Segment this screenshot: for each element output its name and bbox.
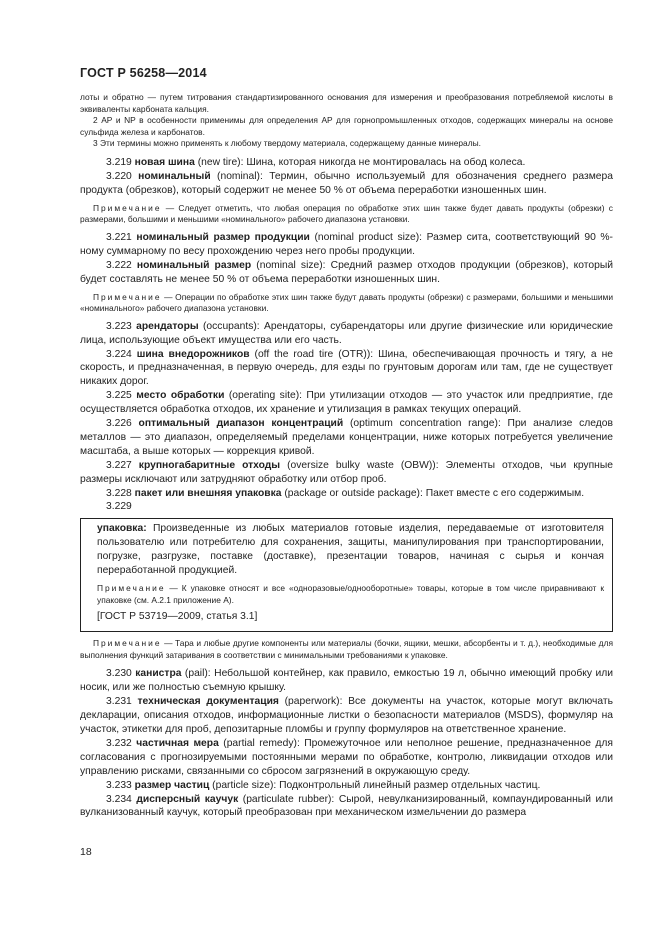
term-definition: (occupants): Арендаторы, субарендаторы или другие физические или юридические лица, использующие объект имущества или его часть. bbox=[80, 320, 613, 346]
term-3-220 bbox=[80, 170, 613, 198]
term-definition: (paperwork): Все документы на участок, которые могут включать декларации, описания отходов, информационные листки о безопасности материалов (MSDS), формуляр на участок, этикетки для проб, депозитарные пломбы и группу формуляров на ответственное хранение. bbox=[80, 696, 613, 735]
term-3-234 bbox=[80, 793, 613, 821]
term-3-225 bbox=[80, 389, 613, 417]
note-label: Примечание bbox=[97, 583, 166, 593]
term-number: 3.219 bbox=[106, 156, 132, 168]
term-3-222 bbox=[80, 259, 613, 287]
term-3-230 bbox=[80, 667, 613, 695]
source-reference: [ГОСТ Р 53719—2009, статья 3.1] bbox=[97, 611, 258, 623]
note-3-222 bbox=[80, 292, 613, 315]
term-number: 3.224 bbox=[106, 348, 132, 360]
note-text: — Следует отметить, что любая операция по обработке этих шин также будет давать продукты (обрезки) с размерами, большими и меньшими «номинального» рабочего диапазона установки. bbox=[80, 202, 613, 225]
note-3-220 bbox=[80, 203, 613, 226]
note-text: — К упаковке относят и все «одноразовые/однооборотные» товары, которые в том числе приравнивают к упаковке (см. А.2.1 приложение А). bbox=[97, 583, 604, 605]
term-number: 3.231 bbox=[106, 696, 132, 708]
term-name: техническая документация bbox=[137, 696, 279, 708]
term-definition: (particulate rubber): Сырой, невулканизированный, компаундированный или вулканизованный каучук, который преобразован при механическом измельчении до размера bbox=[80, 793, 613, 819]
note-text: — Тара и любые другие компоненты или материалы (бочки, ящики, мешки, абсорбенты и т. д.), необходимые для выполнения функций затаривания в соответствии с минимальными требованиями к упаковке. bbox=[80, 638, 613, 660]
term-number: 3.225 bbox=[106, 390, 132, 402]
term-name: частичная мера bbox=[136, 737, 219, 749]
term-3-232 bbox=[80, 737, 613, 779]
boxed-term bbox=[97, 522, 604, 578]
note-3: 3 Эти термины можно применять к любому твердому материала, содержащему данные минералы. bbox=[93, 138, 481, 149]
note-label: Примечание bbox=[93, 291, 162, 302]
document-header: ГОСТ Р 56258—2014 bbox=[80, 66, 207, 80]
term-3-227 bbox=[80, 459, 613, 487]
term-definition: (nominal): Термин, обычно используемый для обозначения среднего размера продукта (обрезков), который содержит не менее 50 % от объема переработки изношенных шин. bbox=[80, 170, 613, 196]
intro-continuation: лоты и обратно — путем титрования стандартизированного основания для измерения и преобразования потребляемой кислоты в эквиваленты карбоната кальция. bbox=[80, 92, 613, 114]
term-3-233 bbox=[80, 779, 613, 793]
term-number: 3.226 bbox=[106, 418, 132, 430]
term-number: 3.234 bbox=[106, 793, 132, 805]
note-text: — Операции по обработке этих шин также будут давать продукты (обрезки) с размерами, большими и меньшими «номинального» рабочего диапазона установки. bbox=[80, 291, 613, 314]
term-3-229 bbox=[80, 500, 613, 514]
term-definition: (off the road tire (OTR)): Шина, обеспечивающая прочность и тягу, а не скорость, и предназначенная, в первую очередь, для езды по грунтовым дорогам или там, где не существует никаких дорог. bbox=[80, 348, 613, 388]
term-name: дисперсный каучук bbox=[136, 793, 239, 805]
term-number: 3.221 bbox=[106, 231, 132, 243]
term-3-228 bbox=[80, 487, 613, 501]
term-name: размер частиц bbox=[134, 779, 210, 791]
term-name: крупногабаритные отходы bbox=[138, 459, 281, 471]
term-3-221 bbox=[80, 231, 613, 259]
term-3-224 bbox=[80, 348, 613, 390]
document-body bbox=[80, 92, 613, 820]
term-name: номинальный bbox=[138, 170, 211, 182]
term-definition: (partial remedy): Промежуточное или неполное решение, предназначенное для согласования с прогнозируемыми постоянными мерами по обработке, контролю, ликвидации отходов или управлению рисками, связанными со сбросом загрязнений в окружающую среду. bbox=[80, 737, 613, 777]
term-number: 3.220 bbox=[106, 170, 132, 182]
term-3-223 bbox=[80, 320, 613, 348]
term-name: номинальный размер продукции bbox=[136, 231, 310, 243]
term-number: 3.232 bbox=[106, 737, 132, 749]
quoted-definition-box bbox=[80, 518, 613, 632]
term-name: оптимальный диапазон концентраций bbox=[138, 418, 344, 430]
term-definition: (optimum concentration range): При анализе следов металлов — это диапазон, определяемый пределами концентрации, ниже которых потребуется увеличение масштаба, а выше которых — коррекция кривой. bbox=[80, 418, 613, 457]
term-definition: (package or outside package): Пакет вместе с его содержимым. bbox=[281, 487, 585, 499]
term-definition: (new tire): Шина, которая никогда не монтировалась на обод колеса. bbox=[194, 156, 526, 168]
term-name: пакет или внешняя упаковка bbox=[134, 487, 282, 499]
term-number: 3.229 bbox=[106, 501, 132, 513]
boxed-note bbox=[97, 583, 604, 606]
term-definition: (nominal size): Средний размер отходов продукции (обрезков), который будет составлять не менее 50 % от объема переработки изношенных шин. bbox=[80, 259, 613, 285]
term-3-226 bbox=[80, 417, 613, 459]
term-number: 3.228 bbox=[106, 487, 132, 499]
term-definition: (operating site): При утилизации отходов — это участок или предприятие, где осуществляется обработка отходов, их хранение и утилизация в рамках текущих операций. bbox=[80, 390, 613, 416]
term-number: 3.223 bbox=[106, 320, 132, 332]
term-number: 3.230 bbox=[106, 668, 132, 680]
term-name: канистра bbox=[135, 668, 182, 680]
note-label: Примечание bbox=[93, 202, 162, 213]
term-definition: (oversize bulky waste (OBW)): Элементы отходов, чьи крупные размеры исключают или затрудняют обработку или отбор проб. bbox=[80, 459, 613, 485]
page-number: 18 bbox=[80, 846, 92, 858]
term-number: 3.227 bbox=[106, 459, 132, 471]
term-name: упаковка: bbox=[97, 523, 147, 535]
term-definition: (pail): Небольшой контейнер, как правило, емкостью 19 л, обычно имеющий пробку или носик, или же полностью съемную крышку. bbox=[80, 668, 613, 694]
term-3-219 bbox=[80, 156, 613, 170]
term-number: 3.233 bbox=[106, 779, 132, 791]
note-2: 2 АР и NP в особенности применимы для определения АР для горнопромышленных отходов, содержащих минералы на основе сульфида железа и карбонатов. bbox=[80, 115, 613, 137]
term-definition: (nominal product size): Размер сита, соответствующий 90 %-ному суммарному по весу прохождению через него пробы продукции. bbox=[80, 231, 613, 257]
term-number: 3.222 bbox=[106, 259, 132, 271]
term-name: место обработки bbox=[136, 390, 225, 402]
term-definition: (particle size): Подконтрольный линейный размер отдельных частиц. bbox=[209, 779, 541, 791]
note-3-229 bbox=[80, 638, 613, 661]
note-label: Примечание bbox=[93, 638, 162, 649]
term-name: арендаторы bbox=[136, 320, 199, 332]
term-name: новая шина bbox=[134, 156, 195, 168]
term-name: номинальный размер bbox=[136, 259, 252, 271]
term-name: шина внедорожников bbox=[136, 348, 250, 360]
term-definition: Произведенные из любых материалов готовые изделия, передаваемые от изготовителя пользователю или потребителю для сохранения, защиты, манипулирования при транспортировании, погрузке, разгрузке, поставке (доставке), презентации товаров, начиная с сырья и кончая переработанной продукцией. bbox=[97, 523, 604, 577]
term-3-231 bbox=[80, 695, 613, 737]
